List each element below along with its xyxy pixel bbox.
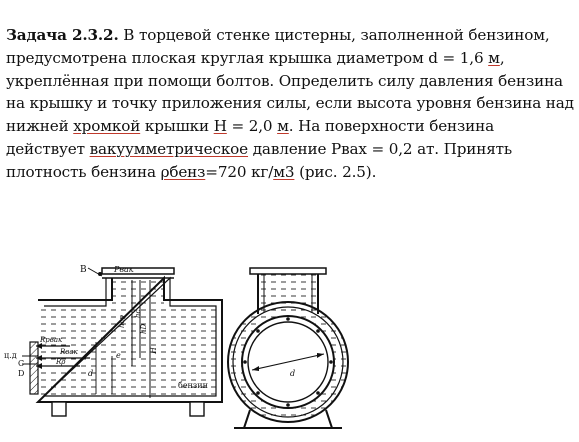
word-hromkoy: хромкой: [73, 117, 141, 136]
label-D: D: [18, 369, 25, 378]
label-d: d: [88, 369, 94, 378]
tank-figure: [0, 258, 579, 442]
label-h-c: hc: [134, 309, 142, 318]
problem-text: [6, 24, 576, 184]
problem-text-7: =720 кг/: [205, 162, 274, 181]
label-e: e: [116, 351, 121, 360]
label-benzin: бензин: [178, 381, 208, 390]
label-H: H: [149, 347, 158, 354]
problem-text-6: давление Рвах = 0,2 ат. Принять плотность бензина: [6, 139, 513, 181]
problem-title: Задача 2.3.2.: [6, 26, 119, 44]
unit-m-2: м: [277, 117, 289, 136]
cover-plate: [30, 342, 38, 394]
label-h-d: hD: [140, 323, 148, 334]
problem-text-4: = 2,0: [226, 117, 278, 136]
problem-text-1: В торцевой стенке цистерны, заполненной бензином, предусмотрена плоская круглая крышка диаметром d = 1,6: [6, 26, 550, 67]
support-left: [52, 402, 66, 416]
label-d-right: d: [290, 369, 296, 378]
label-R-vak: Rвак: [60, 348, 78, 356]
label-C: C: [18, 359, 25, 368]
label-R-pvak: Rpвак: [40, 336, 63, 344]
end-top-flange: [250, 268, 326, 274]
label-B: B: [80, 265, 87, 275]
word-vacuum: вакуумметрическое: [89, 139, 249, 158]
symbol-H: Н: [213, 117, 227, 136]
unit-m-1: м: [488, 48, 500, 67]
problem-text-8: (рис. 2.5).: [294, 162, 377, 181]
side-view: [4, 265, 222, 416]
problem-text-2: , укреплённая при помощи болтов. Определить силу давления бензина на крышку и точку приложения силы, если высота уровня бензина над нижней: [6, 48, 574, 136]
top-flange: [102, 268, 174, 274]
support-right: [190, 402, 204, 416]
label-ct: ц.д: [4, 351, 17, 360]
problem-text-3: крышки: [140, 117, 214, 136]
label-R-rho: Rρ: [56, 358, 66, 366]
symbol-rho: ρбенз: [160, 162, 206, 181]
problem-text-5: . На поверхности бензина действует: [6, 117, 495, 158]
end-view: [228, 268, 348, 428]
unit-m3: м3: [273, 162, 295, 181]
label-h-cp: hcp: [118, 315, 126, 328]
label-p-vak: Pвак: [114, 265, 134, 274]
